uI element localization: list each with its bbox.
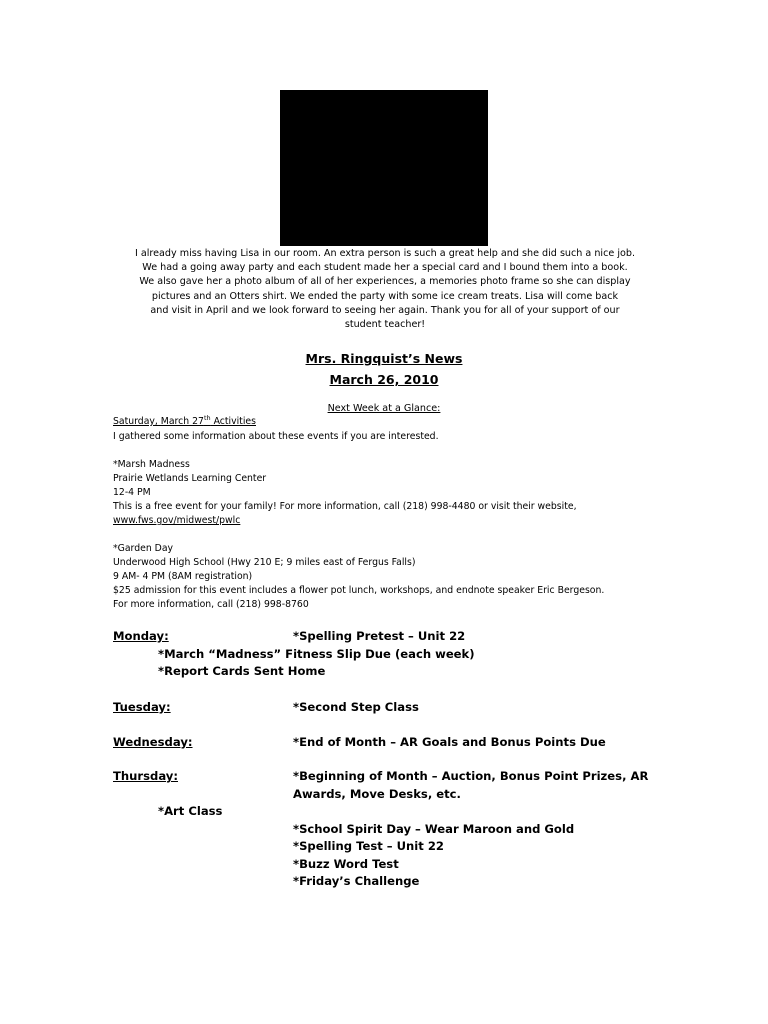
intro-line: pictures and an Otters shirt. We ended the party with some ice cream treats. Lisa will come back xyxy=(151,290,619,302)
tuesday-label: Tuesday: xyxy=(113,700,171,714)
thursday-item: *Friday’s Challenge xyxy=(293,874,420,888)
wednesday-item: *End of Month – AR Goals and Bonus Points Due xyxy=(293,735,606,749)
thursday-item: *Buzz Word Test xyxy=(293,857,399,871)
thursday-item: Awards, Move Desks, etc. xyxy=(293,787,461,801)
newsletter-date: March 26, 2010 xyxy=(329,372,439,387)
intro-line: We also gave her a photo album of all of her experiences, a memories photo frame so she can display xyxy=(139,276,631,288)
monday-item: *Report Cards Sent Home xyxy=(158,664,326,678)
tuesday-item: *Second Step Class xyxy=(293,700,419,714)
marsh-madness-info: This is a free event for your family! For more information, call (218) 998-4480 or visit their website, xyxy=(113,501,577,512)
week-glance-heading: Next Week at a Glance: xyxy=(327,403,441,414)
marsh-madness-place: Prairie Wetlands Learning Center xyxy=(113,473,267,484)
activities-intro: I gathered some information about these events if you are interested. xyxy=(113,431,439,442)
marsh-madness-time: 12-4 PM xyxy=(113,487,151,498)
redacted-photo xyxy=(280,90,488,246)
thursday-item: *Spelling Test – Unit 22 xyxy=(293,839,444,853)
thursday-label: Thursday: xyxy=(113,769,178,783)
intro-line: and visit in April and we look forward to seeing her again. Thank you for all of your support of our xyxy=(150,304,620,316)
intro-line: student teacher! xyxy=(344,319,426,331)
activities-heading: Saturday, March 27th Activities xyxy=(113,413,256,427)
garden-day-title: *Garden Day xyxy=(113,543,174,554)
monday-item: *Spelling Pretest – Unit 22 xyxy=(293,629,466,643)
newsletter-title: Mrs. Ringquist’s News xyxy=(305,351,463,366)
intro-line: I already miss having Lisa in our room. An extra person is such a great help and she did such a nice job. xyxy=(134,248,635,259)
monday-item: *March “Madness” Fitness Slip Due (each week) xyxy=(158,647,475,661)
garden-day-time: 9 AM- 4 PM (8AM registration) xyxy=(113,571,253,582)
garden-day-info: $25 admission for this event includes a flower pot lunch, workshops, and endnote speaker Eric Bergeson. xyxy=(113,585,605,596)
thursday-item: *Beginning of Month – Auction, Bonus Point Prizes, AR xyxy=(293,769,649,783)
intro-paragraph xyxy=(112,247,658,332)
garden-day-contact: For more information, call (218) 998-8760 xyxy=(113,599,309,610)
monday-label: Monday: xyxy=(113,629,169,643)
thursday-item: *School Spirit Day – Wear Maroon and Gold xyxy=(293,822,575,836)
intro-line: We had a going away party and each student made her a special card and I bound them into a book. xyxy=(142,262,628,274)
marsh-madness-link[interactable]: www.fws.gov/midwest/pwlc xyxy=(113,515,241,526)
thursday-item: *Art Class xyxy=(158,804,223,818)
garden-day-place: Underwood High School (Hwy 210 E; 9 miles east of Fergus Falls) xyxy=(113,557,416,568)
marsh-madness-title: *Marsh Madness xyxy=(113,459,190,470)
wednesday-label: Wednesday: xyxy=(113,735,193,749)
